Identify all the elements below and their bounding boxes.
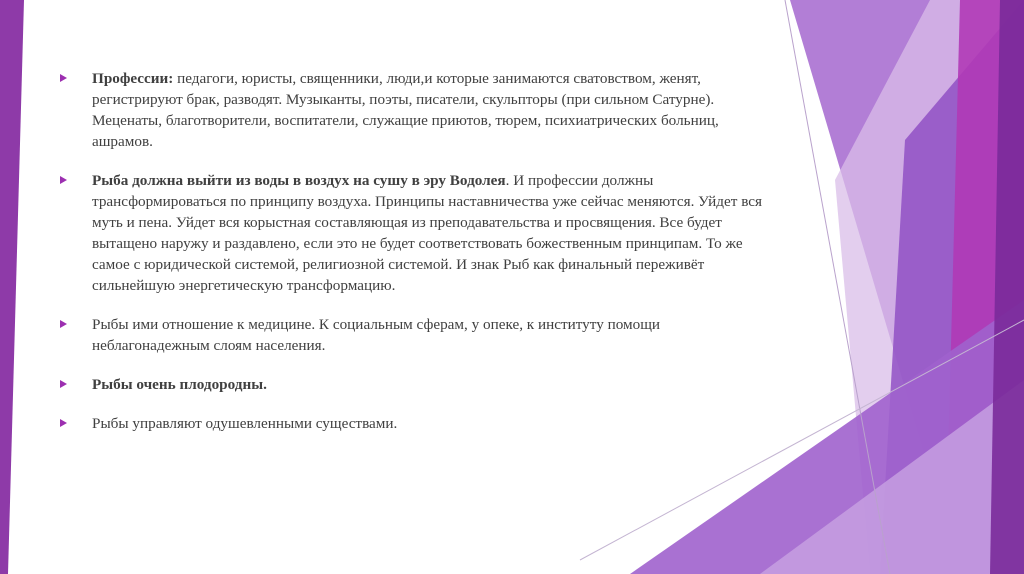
- triangle-right-icon: [60, 176, 67, 184]
- bullet-bold-text: Рыба должна выйти из воды в воздух на сушу в эру Водолея: [92, 172, 506, 189]
- bullet-living-beings: [60, 413, 780, 434]
- bullet-text: Рыбы управляют одушевленными существами.: [92, 415, 398, 432]
- bullet-bold-text: Профессии:: [92, 70, 174, 87]
- bullet-aquarius-era: [60, 170, 780, 296]
- bullet-professions: [60, 68, 780, 152]
- bullet-fertile: [60, 374, 780, 395]
- triangle-right-icon: [60, 74, 67, 82]
- triangle-right-icon: [60, 419, 67, 427]
- bullet-text: . И профессии должны трансформироваться по принципу воздуха. Принципы наставничества уже сейчас меняются. Уйдет вся муть и пена. Уйдет вся корыстная составляющая из преподавательства и просвящения. Все будет вытащено наружу и раздавлено, если это не будет соответствовать божественным принципам. То же самое с юридической системой, религиозной системой. И знак Рыб как финальный переживёт сильнейшую энергетическую трансформацию.: [92, 172, 763, 294]
- bullet-medicine: [60, 314, 780, 356]
- triangle-right-icon: [60, 380, 67, 388]
- slide-body: [60, 68, 780, 452]
- left-purple-strip: [0, 0, 24, 574]
- bullet-text: педагоги, юристы, священники, люди,и которые занимаются сватовством, женят, регистрируют брак, разводят. Музыканты, поэты, писатели, скульпторы (при сильном Сатурне). Меценаты, благотворители, воспитатели, служащие приютов, тюрем, психиатрических больниц, ашрамов.: [92, 70, 719, 150]
- bullet-text: Рыбы ими отношение к медицине. К социальным сферам, у опеке, к институту помощи неблагонадежным слоям населения.: [92, 316, 661, 354]
- triangle-right-icon: [60, 320, 67, 328]
- bullet-bold-text: Рыбы очень плодородны.: [92, 376, 267, 393]
